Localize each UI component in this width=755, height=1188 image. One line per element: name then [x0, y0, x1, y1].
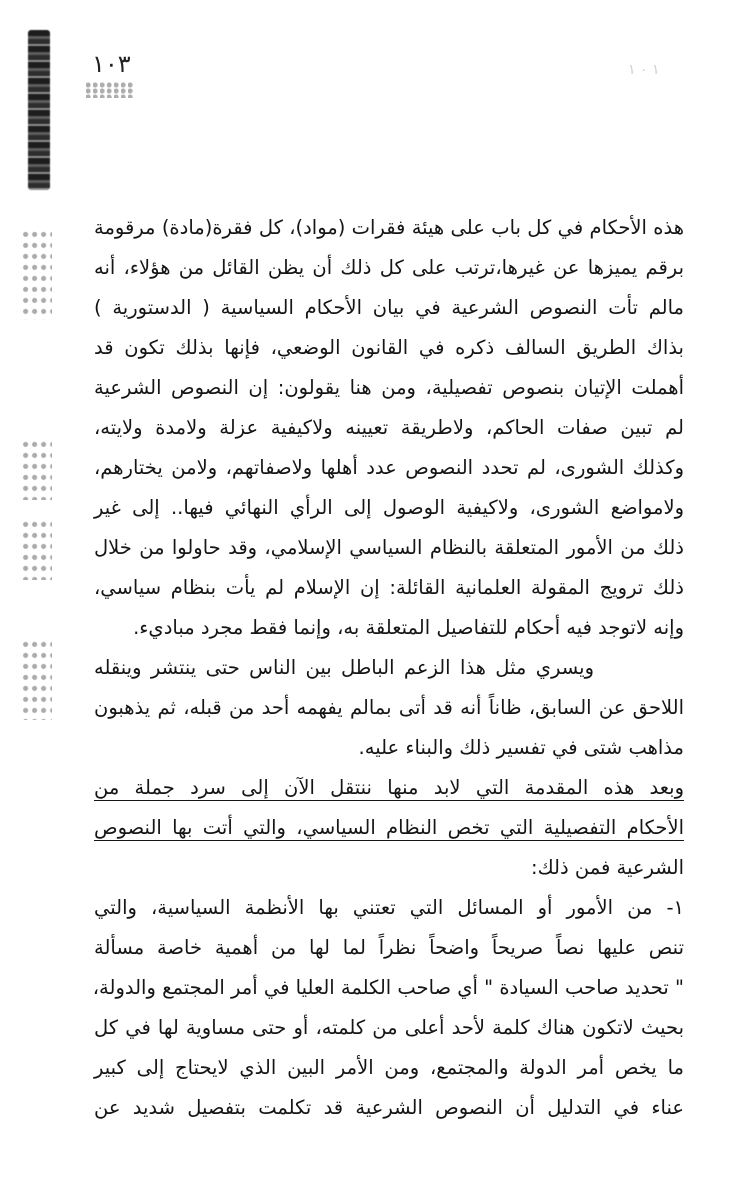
text-line: ولامواضع الشورى، ولاكيفية الوصول إلى الرأي النهائي فيها.. إلى غير [94, 496, 684, 519]
scan-noise [86, 82, 134, 98]
scan-noise [22, 230, 52, 320]
text-line: مالم تأت النصوص الشرعية في بيان الأحكام السياسية ( الدستورية ) [94, 296, 684, 319]
text-line: اللاحق عن السابق، ظاناً أنه قد أتى بمالم يفهمه أحد من قبله، ثم يذهبون [94, 696, 684, 719]
text-line: وكذلك الشورى، لم تحدد النصوص عدد أهلها ولاصفاتهم، ولامن يختارهم، [94, 456, 684, 479]
text-line: تنص عليها نصاً صريحاً واضحاً نظراً لما لها من أهمية خاصة مسألة [94, 936, 684, 959]
text-line: بحيث لاتكون هناك كلمة لأحد أعلى من كلمته، أو حتى مساوية لها في كل [94, 1016, 684, 1039]
text-line: مذاهب شتى في تفسير ذلك والبناء عليه. [358, 736, 684, 759]
body-text [94, 208, 684, 1128]
paragraph [94, 648, 684, 768]
text-line: ١- من الأمور أو المسائل التي تعتني بها الأنظمة السياسية، والتي [94, 896, 684, 919]
text-line: برقم يميزها عن غيرها،ترتب على كل ذلك أن يظن القائل من هؤلاء، أنه [94, 256, 684, 279]
text-line: وإنه لاتوجد فيه أحكام للتفاصيل المتعلقة به، وإنما فقط مجرد مباديء. [133, 616, 684, 639]
paragraph [94, 768, 684, 888]
text-line: " تحديد صاحب السيادة " أي صاحب الكلمة العليا في أمر المجتمع والدولة، [92, 976, 684, 999]
bleed-through-page-number: ١ ٠ ١ [628, 62, 660, 78]
text-line: الأحكام التفصيلية التي تخص النظام السياسي، والتي أتت بها النصوص [94, 816, 684, 839]
paragraph [94, 888, 684, 1128]
page-number: ١٠٣ [92, 50, 131, 78]
scan-noise [22, 520, 52, 580]
text-line: عناء في التدليل أن النصوص الشرعية قد تكلمت بتفصيل شديد عن [94, 1096, 684, 1119]
text-line: ذلك من الأمور المتعلقة بالنظام السياسي الإسلامي، وقد حاولوا من خلال [94, 536, 684, 559]
text-line: أهملت الإتيان بنصوص تفصيلية، ومن هنا يقولون: إن النصوص الشرعية [94, 376, 684, 399]
paragraph [94, 208, 684, 648]
scan-noise [22, 440, 52, 500]
text-line: ما يخص أمر الدولة والمجتمع، ومن الأمر البين الذي لايحتاج إلى كبير [94, 1056, 684, 1079]
text-line: ويسري مثل هذا الزعم الباطل بين الناس حتى ينتشر وينقله [94, 656, 594, 679]
text-line: بذاك الطريق السالف ذكره في القانون الوضعي، فإنها بذلك تكون قد [94, 336, 684, 359]
text-line: وبعد هذه المقدمة التي لابد منها ننتقل الآن إلى سرد جملة من [94, 776, 684, 799]
text-line: الشرعية فمن ذلك: [531, 856, 684, 879]
text-line: لم تبين صفات الحاكم، ولاطريقة تعيينه ولاكيفية عزلة ولامدة ولايته، [94, 416, 684, 439]
text-line: ذلك ترويج المقولة العلمانية القائلة: إن الإسلام لم يأت بنظام سياسي، [94, 576, 684, 599]
scan-noise [22, 640, 52, 720]
text-line: هذه الأحكام في كل باب على هيئة فقرات (مواد)، كل فقرة(مادة) مرقومة [94, 216, 684, 239]
binding-edge-shadow [28, 30, 50, 190]
